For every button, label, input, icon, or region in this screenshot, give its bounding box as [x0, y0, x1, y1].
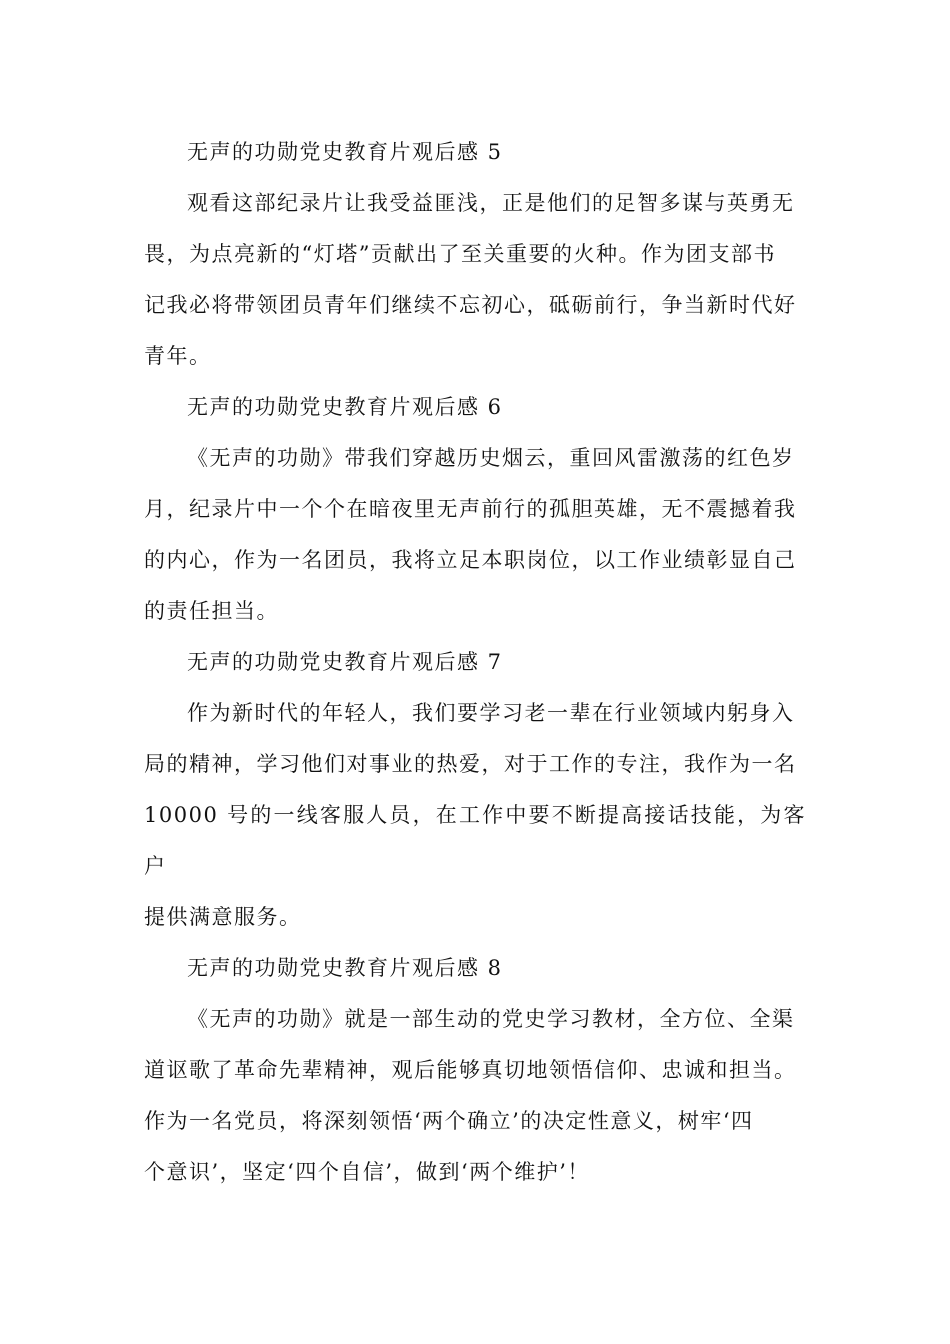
paragraph-line: 记我必将带领团员青年们继续不忘初心，砥砺前行，争当新时代好 — [144, 293, 797, 317]
paragraph-line: 的内心，作为一名团员，我将立足本职岗位，以工作业绩彰显自己 — [144, 548, 797, 572]
paragraph-line: 的责任担当。 — [144, 599, 279, 623]
section-heading: 无声的功勋党史教育片观后感 6 — [187, 395, 503, 419]
section-heading: 无声的功勋党史教育片观后感 8 — [187, 956, 503, 980]
document-page — [144, 127, 806, 1198]
essay-section-5 — [144, 127, 806, 382]
paragraph-line: 《无声的功勋》就是一部生动的党史学习教材，全方位、全渠 — [187, 1007, 795, 1031]
paragraph-line: 提供满意服务。 — [144, 905, 302, 929]
section-heading: 无声的功勋党史教育片观后感 5 — [187, 140, 503, 164]
paragraph-line: 畏，为点亮新的“灯塔”贡献出了至关重要的火种。作为团支部书 — [144, 242, 776, 266]
essay-section-6 — [144, 382, 806, 637]
paragraph-line: 作为新时代的年轻人，我们要学习老一辈在行业领域内躬身入 — [187, 701, 795, 725]
paragraph-line: 青年。 — [144, 344, 212, 368]
paragraph-line: 作为一名党员，将深刻领悟‘两个确立’的决定性意义，树牢‘四 — [144, 1109, 754, 1133]
section-paragraph — [144, 433, 806, 637]
paragraph-line: 《无声的功勋》带我们穿越历史烟云，重回风雷激荡的红色岁 — [187, 446, 795, 470]
section-paragraph — [144, 994, 806, 1198]
section-paragraph — [144, 688, 806, 943]
paragraph-line: 月，纪录片中一个个在暗夜里无声前行的孤胆英雄，无不震撼着我 — [144, 497, 797, 521]
essay-section-7 — [144, 637, 806, 943]
paragraph-line: 局的精神，学习他们对事业的热爱，对于工作的专注，我作为一名 — [144, 752, 797, 776]
section-heading: 无声的功勋党史教育片观后感 7 — [187, 650, 503, 674]
paragraph-line: 个意识’，坚定‘四个自信’，做到‘两个维护’！ — [144, 1160, 590, 1184]
paragraph-line: 道讴歌了革命先辈精神，观后能够真切地领悟信仰、忠诚和担当。 — [144, 1058, 797, 1082]
paragraph-line: 观看这部纪录片让我受益匪浅，正是他们的足智多谋与英勇无 — [187, 191, 795, 215]
section-paragraph — [144, 178, 806, 382]
essay-section-8 — [144, 943, 806, 1198]
paragraph-line: 10000 号的一线客服人员，在工作中要不断提高接话技能，为客户 — [144, 803, 806, 878]
